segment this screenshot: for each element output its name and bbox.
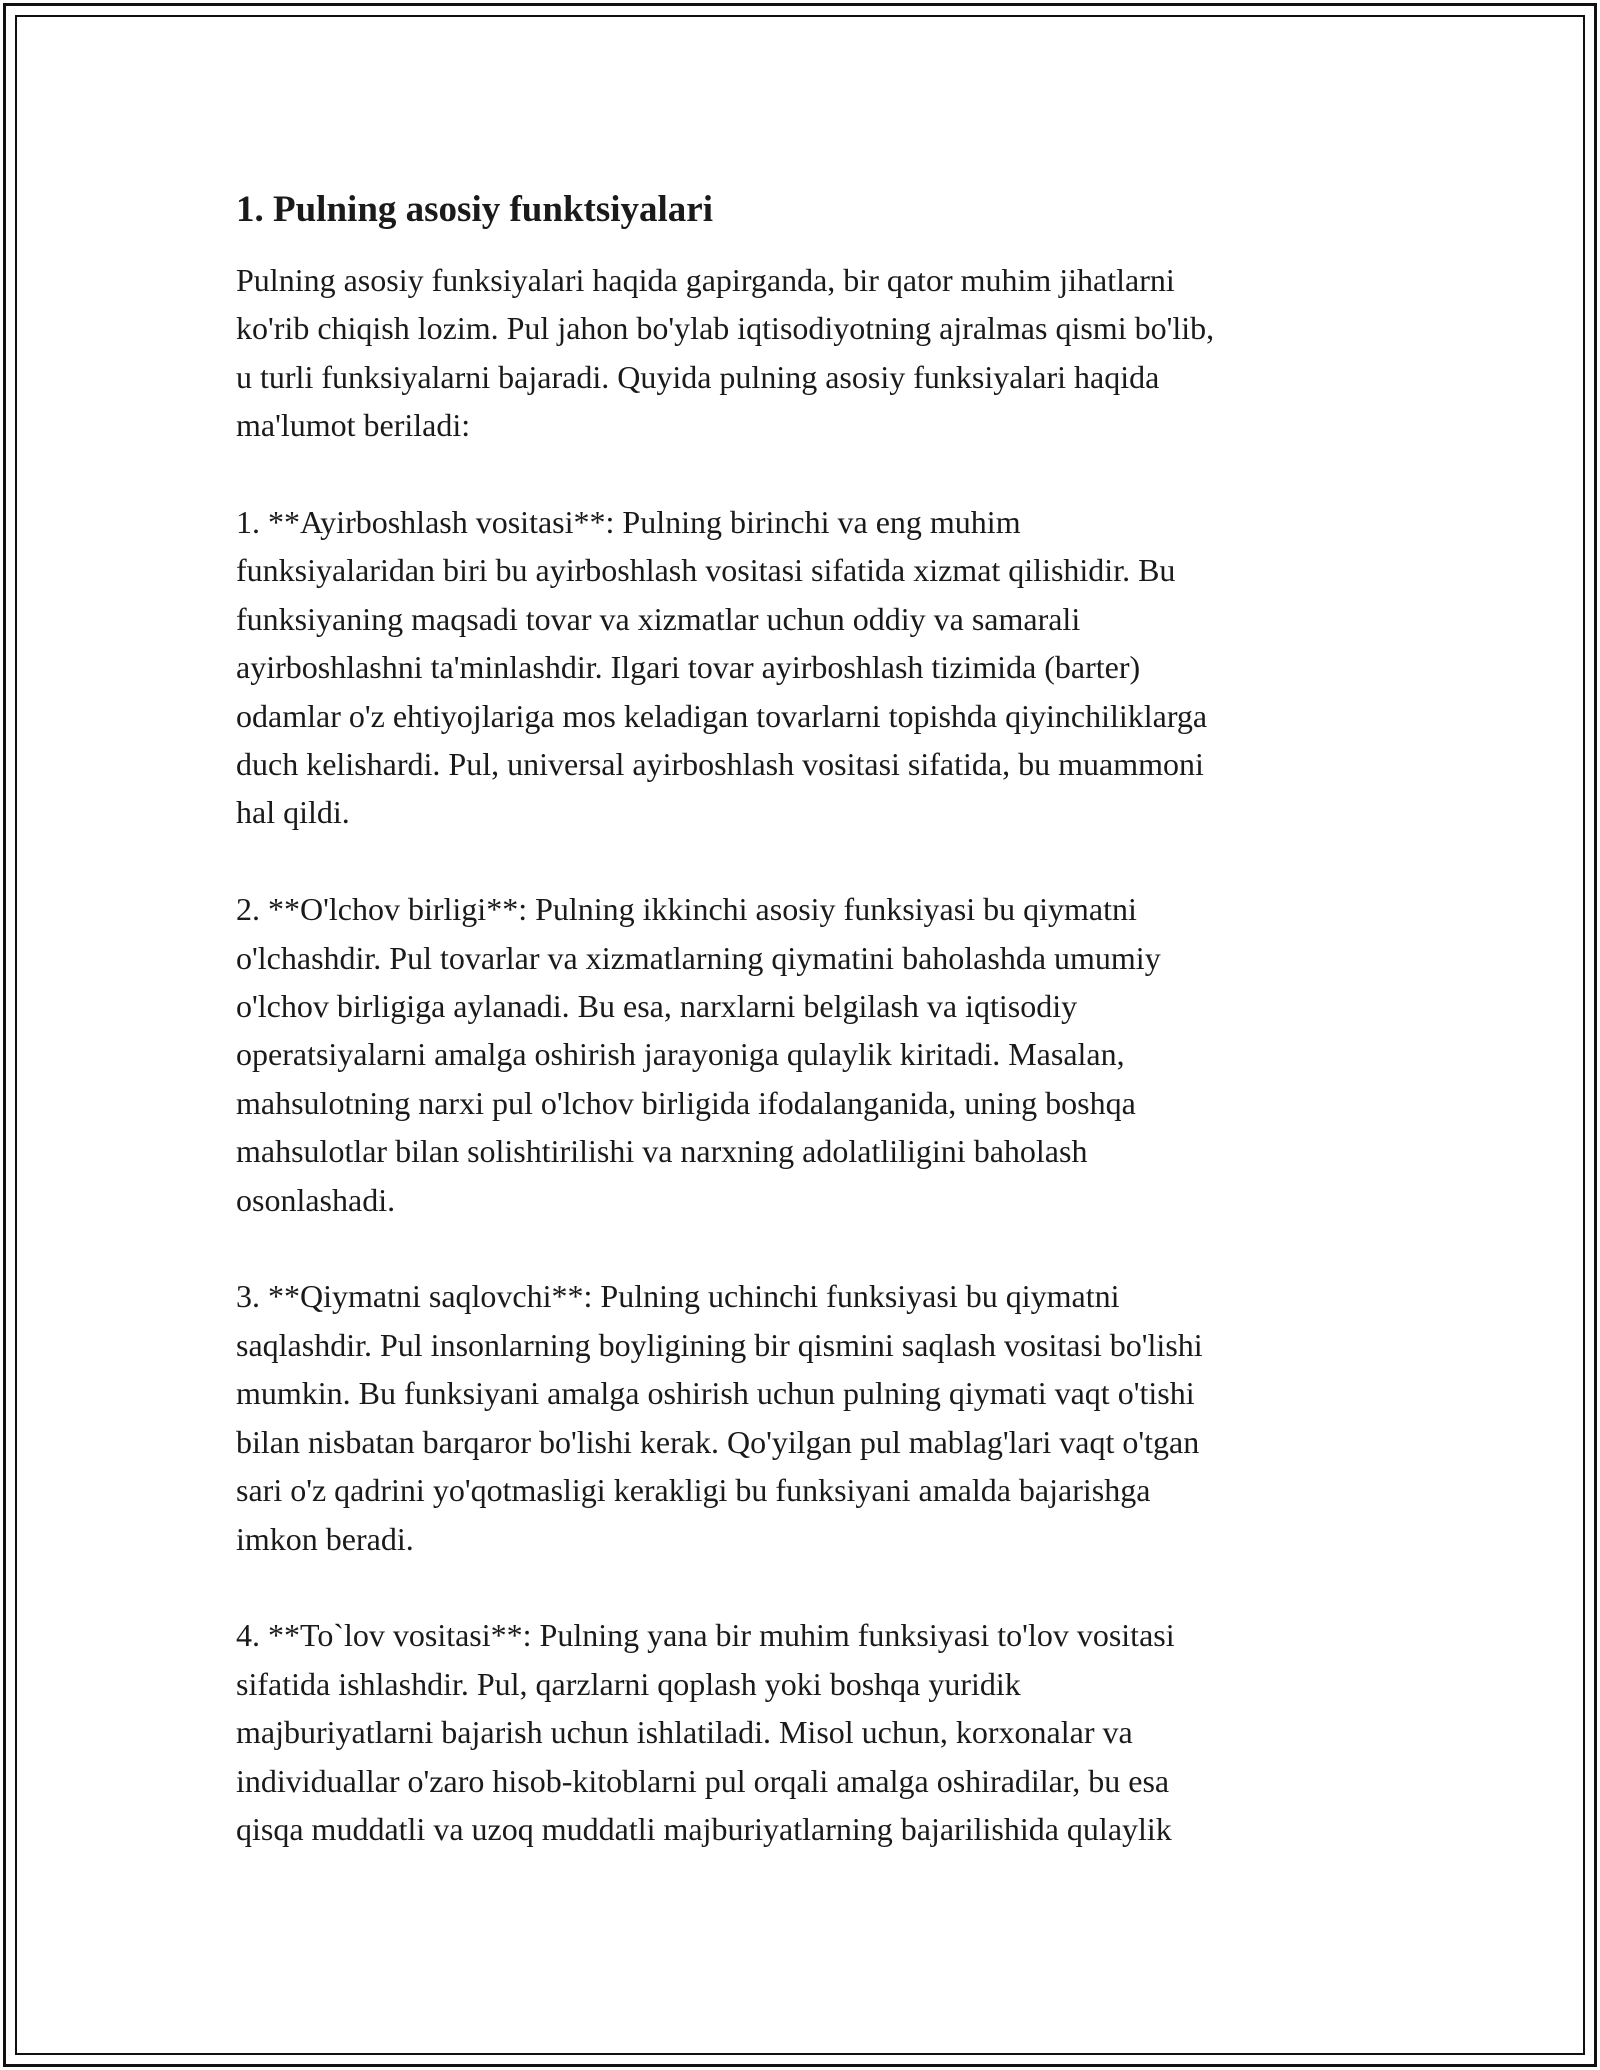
document-page <box>236 186 1366 1853</box>
paragraph-means-of-payment: 4. **To`lov vositasi**: Pulning yana bir muhim funksiyasi to'lov vositasi sifatida ishlashdir. Pul, qarzlarni qoplash yoki boshqa yuridik majburiyatlarni bajarish uchun ishlatiladi. Misol uchun, korxonalar va individuallar o'zaro hisob-kitoblarni pul orqali amalga oshiradilar, bu esa qisqa muddatli va uzoq muddatli majburiyatlarning bajarilishida qulaylik <box>236 1617 1175 1847</box>
document-title: 1. Pulning asosiy funktsiyalari <box>236 189 714 230</box>
intro-paragraph: Pulning asosiy funksiyalari haqida gapirganda, bir qator muhim jihatlarni ko'rib chiqish lozim. Pul jahon bo'ylab iqtisodiyotning ajralmas qismi bo'lib, u turli funksiyalarni bajaradi. Quyida pulning asosiy funksiyalari haqida ma'lumot beriladi: <box>236 262 1215 444</box>
paragraph-unit-of-measure: 2. **O'lchov birligi**: Pulning ikkinchi asosiy funksiyasi bu qiymatni o'lchashdir. Pul tovarlar va xizmatlarning qiymatini baholashda umumiy o'lchov birligiga aylanadi. Bu esa, narxlarni belgilash va iqtisodiy operatsiyalarni amalga oshirish jarayoniga qulaylik kiritadi. Masalan, mahsulotning narxi pul o'lchov birligida ifodalanganida, uning boshqa mahsulotlar bilan solishtirilishi va narxning adolatliligini baholash osonlashadi. <box>236 891 1161 1218</box>
paragraph-store-of-value: 3. **Qiymatni saqlovchi**: Pulning uchinchi funksiyasi bu qiymatni saqlashdir. Pul insonlarning boyligining bir qismini saqlash vositasi bo'lishi mumkin. Bu funksiyani amalga oshirish uchun pulning qiymati vaqt o'tishi bilan nisbatan barqaror bo'lishi kerak. Qo'yilgan pul mablag'lari vaqt o'tgan sari o'z qadrini yo'qotmasligi kerakligi bu funksiyani amalda bajarishga imkon beradi. <box>236 1278 1203 1557</box>
paragraph-exchange-medium: 1. **Ayirboshlash vositasi**: Pulning birinchi va eng muhim funksiyalaridan biri bu ayirboshlash vositasi sifatida xizmat qilishidir. Bu funksiyaning maqsadi tovar va xizmatlar uchun oddiy va samarali ayirboshlashni ta'minlashdir. Ilgari tovar ayirboshlash tizimida (barter) odamlar o'z ehtiyojlariga mos keladigan tovarlarni topishda qiyinchiliklarga duch kelishardi. Pul, universal ayirboshlash vositasi sifatida, bu muammoni hal qildi. <box>236 504 1208 831</box>
